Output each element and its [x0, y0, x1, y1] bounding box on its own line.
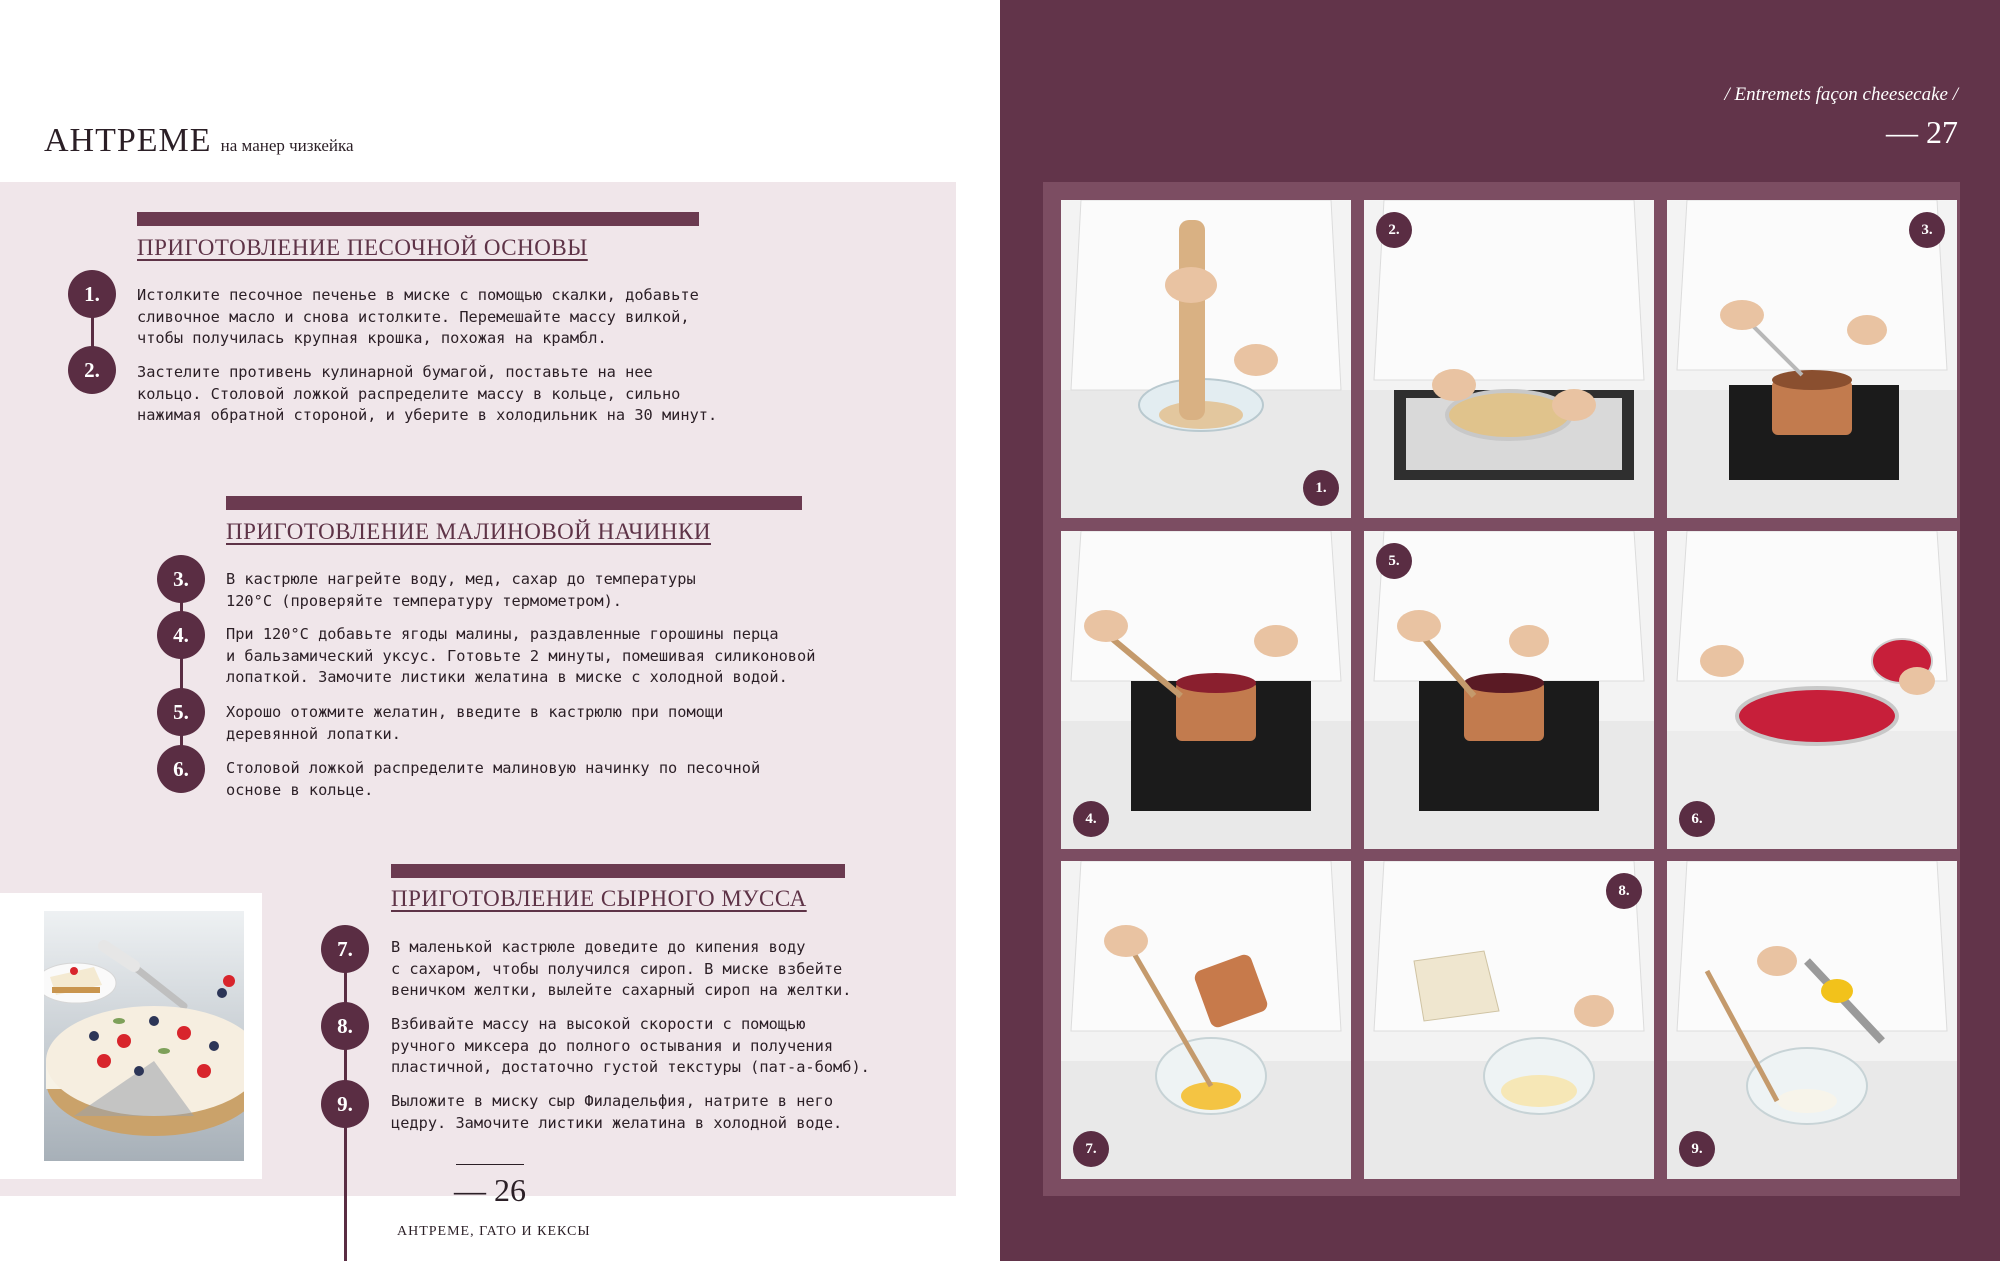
photo-number: 4. [1073, 801, 1109, 837]
page-title [44, 122, 354, 160]
step-number: 2. [68, 346, 116, 394]
photo-number: 7. [1073, 1131, 1109, 1167]
step-text: Выложите в миску сыр Филадельфия, натрите в него цедру. Замочите листики желатина в холодной воде. [391, 1092, 843, 1132]
step-text: Истолките песочное печенье в миске с помощью скалки, добавьте сливочное масло и снова истолките. Перемешайте массу вилкой, чтобы получилась крупная крошка, похожая на крамбл. [137, 286, 699, 347]
section-title: ПРИГОТОВЛЕНИЕ МАЛИНОВОЙ НАЧИНКИ [226, 519, 711, 544]
step-photo-7 [1061, 861, 1351, 1179]
step-text: Взбивайте массу на высокой скорости с помощью ручного миксера до полного остывания и получения пластичной, достаточно густой текстуры (пат-а-бомб). [391, 1015, 870, 1076]
step-photo-8 [1364, 861, 1654, 1179]
step-photo-5 [1364, 531, 1654, 849]
step-text: Столовой ложкой распределите малиновую начинку по песочной основе в кольце. [226, 759, 761, 799]
photo-number: 8. [1606, 873, 1642, 909]
step-number: 9. [321, 1080, 369, 1128]
page-number: — 27 [1886, 114, 1958, 150]
step-photo-4 [1061, 531, 1351, 849]
photo-number: 2. [1376, 212, 1412, 248]
step-photo-6 [1667, 531, 1957, 849]
step-text: Хорошо отожмите желатин, введите в кастрюлю при помощи деревянной лопатки. [226, 703, 724, 743]
photo-number: 9. [1679, 1131, 1715, 1167]
step-number: 6. [157, 745, 205, 793]
chapter-title: / Entremets façon cheesecake / [1724, 84, 1958, 105]
step-text: Застелите противень кулинарной бумагой, поставьте на нее кольцо. Столовой ложкой распределите массу в кольце, сильно нажимая обратной стороной, и уберите в холодильник на 30 минут. [137, 363, 718, 424]
photo-number: 6. [1679, 801, 1715, 837]
section-title: ПРИГОТОВЛЕНИЕ СЫРНОГО МУССА [391, 886, 807, 911]
photo-number: 5. [1376, 543, 1412, 579]
step-photo-1 [1061, 200, 1351, 518]
photo-number: 1. [1303, 470, 1339, 506]
section-bar [391, 864, 845, 878]
step-text: При 120°С добавьте ягоды малины, раздавленные горошины перца и бальзамический уксус. Готовьте 2 минуты, помешивая силиконовой лопаткой. Замочите листики желатина в миске с холодной водой. [226, 625, 816, 686]
step-photo-2 [1364, 200, 1654, 518]
step-number: 3. [157, 555, 205, 603]
step-photo-9 [1667, 861, 1957, 1179]
photo-number: 3. [1909, 212, 1945, 248]
step-text: В маленькой кастрюле доведите до кипения воду с сахаром, чтобы получился сироп. В миске взбейте веничком желтки, вылейте сахарный сироп на желтки. [391, 938, 852, 999]
page-number-rule [456, 1164, 524, 1165]
step-number: 4. [157, 611, 205, 659]
step-photo-3 [1667, 200, 1957, 518]
cheesecake-photo [44, 911, 244, 1161]
step-number: 1. [68, 270, 116, 318]
section-title: ПРИГОТОВЛЕНИЕ ПЕСОЧНОЙ ОСНОВЫ [137, 235, 588, 260]
title-sub: на манер чизкейка [220, 136, 354, 155]
step-number: 8. [321, 1002, 369, 1050]
book-title: АНТРЕМЕ, ГАТО И КЕКСЫ [397, 1224, 591, 1239]
step-number: 7. [321, 925, 369, 973]
title-main: АНТРЕМЕ [44, 122, 212, 159]
step-text: В кастрюле нагрейте воду, мед, сахар до температуры 120°С (проверяйте температуру термометром). [226, 570, 696, 610]
step-number: 5. [157, 688, 205, 736]
section-bar [137, 212, 699, 226]
section-bar [226, 496, 802, 510]
page-number: — 26 [454, 1172, 526, 1208]
